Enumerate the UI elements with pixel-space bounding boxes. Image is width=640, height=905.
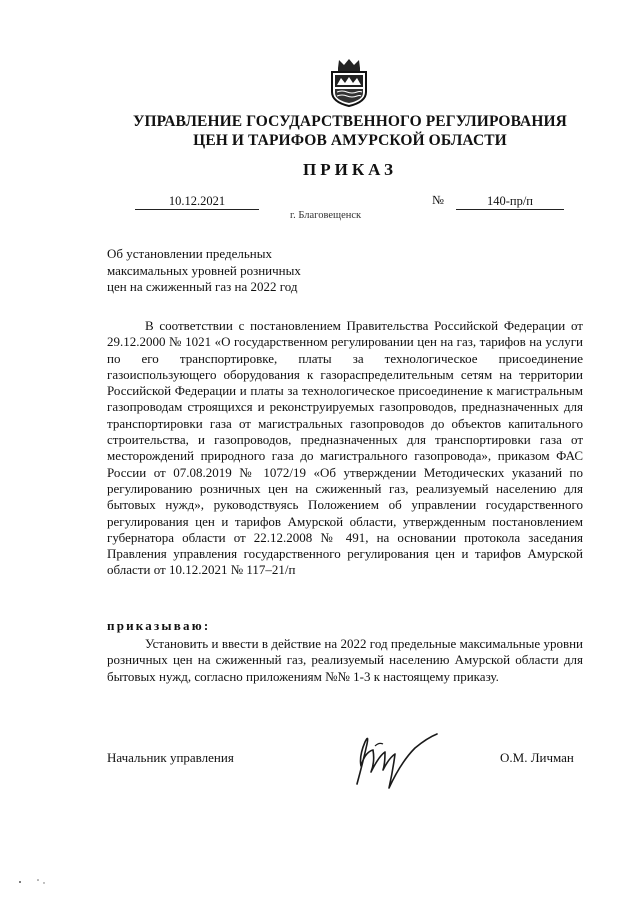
- subject-line2: максимальных уровней розничных: [107, 262, 301, 278]
- org-title-line1: УПРАВЛЕНИЕ ГОСУДАРСТВЕННОГО РЕГУЛИРОВАНИЯ: [133, 113, 567, 130]
- document-date: 10.12.2021: [135, 194, 259, 210]
- preamble-paragraph: В соответствии с постановлением Правительства Российской Федерации от 29.12.2000 № 1021 «О государственном регулировании цен на газ, тарифов на услуги по его транспортировке, платы за технологическое присоединение газоиспользующего оборудования к газораспределительным сетям на территории Российской Федерации и платы за технологическое присоединение к магистральным газопроводам строящихся и реконструируемых газопроводов, предназначенных для транспортировки газа от магистральных газопроводов до объектов капитального строительства, и газопроводов, предназначенных для транспортировки газа от месторождений природного газа до магистрального газопровода», приказом ФАС России от 07.08.2019 № 1072/19 «Об утверждении Методических указаний по регулированию розничных цен на сжиженный газ, реализуемый населению для бытовых нужд», руководствуясь Положением об управлении государственного регулирования цен и тарифов Амурской области, утвержденным постановлением губернатора области от 22.12.2008 № 491, на основании протокола заседания Правления управления государственного регулирования цен и тарифов Амурской области от 10.12.2021 № 117–21/п: [107, 318, 583, 578]
- number-sign: №: [432, 193, 444, 207]
- subject-line3: цен на сжиженный газ на 2022 год: [107, 279, 298, 294]
- order-paragraph: Установить и ввести в действие на 2022 год предельные максимальные уровни розничных цен на сжиженный газ, реализуемый населению Амурской области для бытовых нужд, согласно приложениям №№ 1-3 к настоящему приказу.: [107, 636, 583, 684]
- document-number: 140-пр/п: [456, 194, 564, 210]
- signatory-name: О.М. Личман: [500, 750, 574, 765]
- signatory-position: Начальник управления: [107, 750, 234, 765]
- document-type-heading: ПРИКАЗ: [303, 160, 397, 179]
- subject-line1: Об установлении предельных: [107, 246, 272, 261]
- order-word: приказываю:: [107, 618, 211, 633]
- org-title-line2: ЦЕН И ТАРИФОВ АМУРСКОЙ ОБЛАСТИ: [193, 132, 507, 149]
- city-label: г. Благовещенск: [290, 210, 362, 221]
